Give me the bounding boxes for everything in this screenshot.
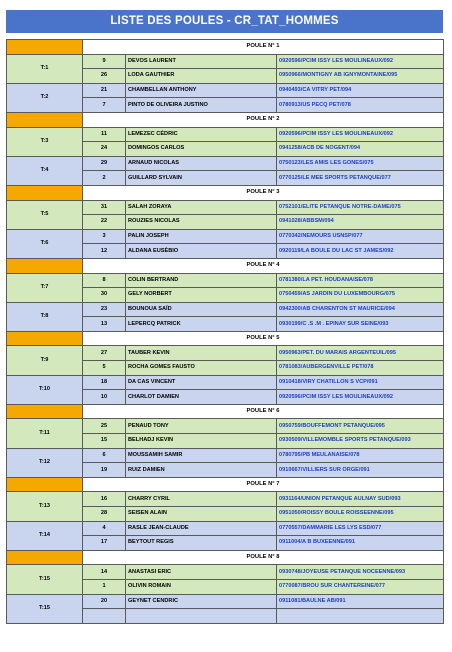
player-number: 10 [83,390,126,405]
player-club [277,609,444,624]
player-number: 8 [83,273,126,288]
player-club: 0930748/JOYEUSE PETANQUE NOCEENNE/093 [277,565,444,580]
poule-header-row [7,258,444,273]
team-label: T:1 [7,54,83,83]
poule-accent-cell [7,331,83,346]
player-club: 0911081/BAULNE AB/091 [277,594,444,609]
player-row [7,375,444,390]
team-label: T:14 [7,521,83,550]
player-name: ROUZIES NICOLAS [126,215,277,230]
team-label: T:5 [7,200,83,229]
poule-accent-cell [7,185,83,200]
player-club: 0941258/ACB DE NOGENT/094 [277,142,444,157]
poule-title: POULE N° 6 [83,404,444,419]
player-name: OLIVIN ROMAIN [126,579,277,594]
player-club: 0951050/ROISSY BOULE ROISSEENNE/095 [277,507,444,522]
player-number: 2 [83,171,126,186]
poule-title: POULE N° 7 [83,477,444,492]
player-row [7,448,444,463]
player-name: DOMINGOS CARLOS [126,142,277,157]
player-number: 6 [83,448,126,463]
player-number [83,609,126,624]
team-label: T:2 [7,83,83,112]
poule-header-row [7,112,444,127]
player-club: 0942300/AB CHARENTON ST MAURICE/094 [277,302,444,317]
player-club: 0770125/LE MEE SPORTS PETANQUE/077 [277,171,444,186]
poule-header-row [7,477,444,492]
player-club: 0780913/US PECQ PET/078 [277,98,444,113]
player-row [7,229,444,244]
player-row [7,419,444,434]
pool-sheet [6,10,443,624]
team-label: T:13 [7,492,83,521]
player-club: 0781083/AUBERGENVILLE PET/078 [277,361,444,376]
player-club: 0950966/MONTIGNY AB IGNYMONTAINE/095 [277,69,444,84]
player-name: BOUNOUA SAÏD [126,302,277,317]
player-club: 0770087/BROU SUR CHANTEREINE/077 [277,579,444,594]
player-name: CHAMBELLAN ANTHONY [126,83,277,98]
player-name: LODA GAUTHIER [126,69,277,84]
player-row [7,492,444,507]
player-row [7,521,444,536]
player-number: 5 [83,361,126,376]
player-club: 0752101/ELITE PETANQUE NOTRE-DAME/075 [277,200,444,215]
player-number: 22 [83,215,126,230]
player-name: RASLE JEAN-CLAUDE [126,521,277,536]
player-row [7,54,444,69]
poule-title: POULE N° 2 [83,112,444,127]
player-club: 0931164/UNION PETANQUE AULNAY SUD/093 [277,492,444,507]
player-number: 12 [83,244,126,259]
player-name: MOUSSAMIH SAMIR [126,448,277,463]
player-number: 29 [83,156,126,171]
player-number: 21 [83,83,126,98]
poule-accent-cell [7,404,83,419]
player-name: DEVOS LAURENT [126,54,277,69]
player-number: 28 [83,507,126,522]
player-row [7,565,444,580]
player-row [7,302,444,317]
player-club: 0940493/CA VITRY PET/094 [277,83,444,98]
player-club: 0930509/VILLEMOMBLE SPORTS PETANQUE/093 [277,434,444,449]
player-club: 0750123/LES AMIS LES GONES/075 [277,156,444,171]
page-title: LISTE DES POULES - CR_TAT_HOMMES [6,10,443,33]
player-club: 0941028/ABBSM/094 [277,215,444,230]
player-number: 20 [83,594,126,609]
player-name: BELHADJ KEVIN [126,434,277,449]
poule-accent-cell [7,550,83,565]
player-number: 17 [83,536,126,551]
player-number: 15 [83,434,126,449]
player-name: GEYNET CENDRIC [126,594,277,609]
player-club: 0750459/AS JARDIN DU LUXEMBOURG/075 [277,288,444,303]
player-name: ANASTASI ERIC [126,565,277,580]
pool-table-body [7,40,444,624]
player-row [7,346,444,361]
player-number: 9 [83,54,126,69]
player-number: 31 [83,200,126,215]
player-name: ROCHA GOMES FAUSTO [126,361,277,376]
player-club: 0770342/NEMOURS USNSP/077 [277,229,444,244]
poule-accent-cell [7,258,83,273]
player-number: 25 [83,419,126,434]
poule-accent-cell [7,40,83,55]
team-label: T:9 [7,346,83,375]
player-club: 0920596/PCIM ISSY LES MOULINEAUX/092 [277,127,444,142]
player-name: COLIN BERTRAND [126,273,277,288]
player-row [7,83,444,98]
poule-header-row [7,185,444,200]
player-club: 0950963/PET. DU MARAIS ARGENTEUIL/095 [277,346,444,361]
player-row [7,594,444,609]
poule-title: POULE N° 1 [83,40,444,55]
player-number: 13 [83,317,126,332]
player-number: 30 [83,288,126,303]
player-row [7,127,444,142]
player-number: 18 [83,375,126,390]
player-club: 0950759/BOUFFEMONT PETANQUE/095 [277,419,444,434]
player-number: 16 [83,492,126,507]
poule-accent-cell [7,112,83,127]
player-row [7,273,444,288]
player-number: 27 [83,346,126,361]
player-name: CHARRY CYRIL [126,492,277,507]
player-row [7,156,444,171]
team-label: T:15 [7,565,83,594]
player-name: RUIZ DAMIEN [126,463,277,478]
player-club: 0920119/LA BOULE DU LAC ST JAMES/092 [277,244,444,259]
player-name: CHARLOT DAMIEN [126,390,277,405]
player-name: BEYTOUT REGIS [126,536,277,551]
player-name: PINTO DE OLIVEIRA JUSTINO [126,98,277,113]
player-club: 0780795/PB MEULANAISE/078 [277,448,444,463]
player-number: 3 [83,229,126,244]
player-number: 19 [83,463,126,478]
player-number: 4 [83,521,126,536]
pool-table [6,39,444,624]
player-club: 0781380/LA PET. HOUDANAISE/078 [277,273,444,288]
team-label: T:7 [7,273,83,302]
poule-title: POULE N° 8 [83,550,444,565]
player-club: 0910418/VIRY CHATILLON S VCP/091 [277,375,444,390]
player-club: 0920596/PCIM ISSY LES MOULINEAUX/092 [277,54,444,69]
player-name: ARNAUD NICOLAS [126,156,277,171]
team-label: T:15 [7,594,83,623]
poule-header-row [7,331,444,346]
poule-title: POULE N° 3 [83,185,444,200]
player-name: ALDANA EUSÈBIO [126,244,277,259]
player-club: 0911004/A B BUXEENNE/091 [277,536,444,551]
poule-title: POULE N° 4 [83,258,444,273]
team-label: T:10 [7,375,83,404]
player-club: 0770557/DAMMARIE LES LYS ESD/077 [277,521,444,536]
player-name [126,609,277,624]
player-number: 1 [83,579,126,594]
player-number: 11 [83,127,126,142]
player-number: 23 [83,302,126,317]
player-row [7,200,444,215]
team-label: T:6 [7,229,83,258]
team-label: T:11 [7,419,83,448]
player-name: LEPERCQ PATRICK [126,317,277,332]
poule-header-row [7,550,444,565]
player-number: 24 [83,142,126,157]
poule-header-row [7,404,444,419]
player-name: DA CAS VINCENT [126,375,277,390]
player-name: LEMEZEC CÉDRIC [126,127,277,142]
team-label: T:4 [7,156,83,185]
team-label: T:3 [7,127,83,156]
player-number: 14 [83,565,126,580]
player-name: SEISEN ALAIN [126,507,277,522]
poule-title: POULE N° 5 [83,331,444,346]
poule-header-row [7,40,444,55]
team-label: T:8 [7,302,83,331]
player-name: PALIN JOSEPH [126,229,277,244]
poule-accent-cell [7,477,83,492]
player-number: 26 [83,69,126,84]
player-name: GELY NORBERT [126,288,277,303]
player-name: PENAUD TONY [126,419,277,434]
player-number: 7 [83,98,126,113]
player-name: TAUBER KEVIN [126,346,277,361]
player-club: 0930199/C .S .M . EPINAY SUR SEINE/093 [277,317,444,332]
player-name: GUILLARD SYLVAIN [126,171,277,186]
player-club: 0920596/PCIM ISSY LES MOULINEAUX/092 [277,390,444,405]
player-club: 0910667/VILLIERS SUR ORGE/091 [277,463,444,478]
player-name: SALAH ZORAYA [126,200,277,215]
team-label: T:12 [7,448,83,477]
